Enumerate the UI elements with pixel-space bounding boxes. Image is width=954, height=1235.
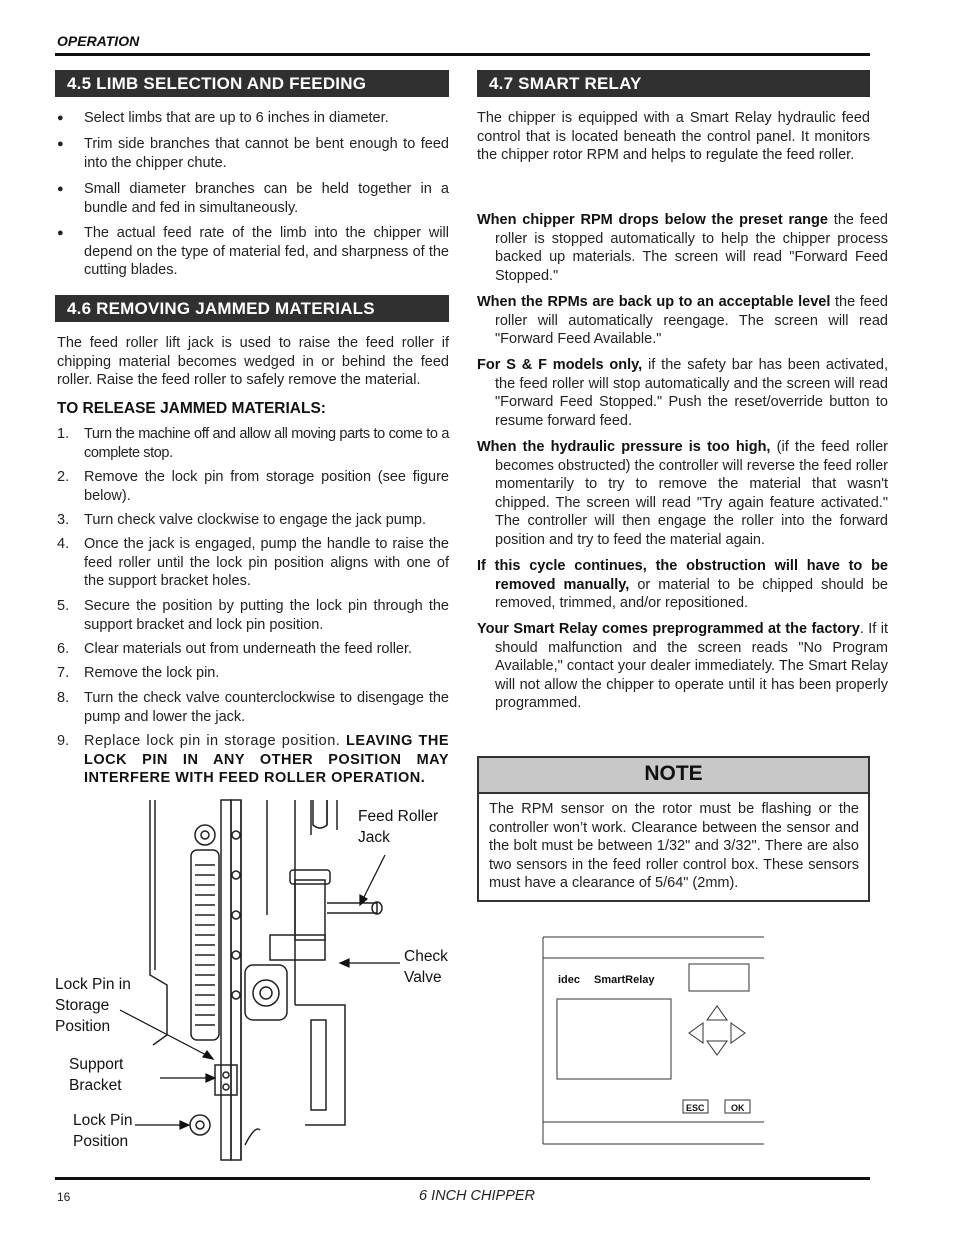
relay-paragraph: For S & F models only, if the safety bar has been activated, the feed roller will stop automatically and the screen will read "Forward Feed Stopped." Push the reset/override button to resume forward feed.	[477, 357, 888, 429]
step-item: 2. Remove the lock pin from storage position (see figure below).	[57, 469, 449, 504]
label-check-valve: Check Valve	[404, 948, 448, 986]
bullet-item: ● Trim side branches that cannot be bent enough to feed into the chipper chute.	[57, 136, 449, 171]
smart-relay-intro: The chipper is equipped with a Smart Relay hydraulic feed control that is located beneath the control panel. It monitors the chipper rotor RPM and helps to regulate the feed roller.	[477, 110, 870, 164]
note-title: NOTE	[479, 758, 868, 794]
bullet-item: ● The actual feed rate of the limb into the chipper will depend on the type of material fed, and sharpness of the cutting blades.	[57, 225, 449, 279]
running-header: OPERATION	[57, 33, 140, 49]
label-support-bracket: Support Bracket	[69, 1056, 124, 1094]
page-number: 16	[57, 1190, 71, 1204]
label-lock-pin-position: Lock Pin Position	[73, 1112, 133, 1150]
release-heading: TO RELEASE JAMMED MATERIALS:	[57, 400, 326, 417]
section-4-7-title: 4.7 SMART RELAY	[477, 70, 870, 97]
smart-relay-device	[540, 934, 766, 1148]
step-item: 8. Turn the check valve counterclockwise to disengage the pump and lower the jack.	[57, 690, 449, 725]
relay-model: SmartRelay	[594, 974, 655, 986]
relay-paragraph: When the hydraulic pressure is too high, (if the feed roller becomes obstructed) the controller will reverse the feed roller momentarily to try to remove the material that wasn't chipped. The screen will read "Try again feature activated." The controller will then engage the roller into the forward position and try to feed the material again.	[477, 439, 888, 548]
relay-paragraph: When chipper RPM drops below the preset range the feed roller is stopped automatically to help the chipper process backed up materials. The screen will read "Forward Feed Stopped."	[477, 212, 888, 284]
step-item: 5. Secure the position by putting the lock pin through the support bracket and lock pin position.	[57, 598, 449, 633]
relay-paragraph: When the RPMs are back up to an acceptable level the feed roller will automatically reengage. The screen will read "Forward Feed Available."	[477, 294, 888, 348]
step-item: 1. Turn the machine off and allow all moving parts to come to a complete stop.	[57, 426, 449, 461]
relay-ok-label: OK	[731, 1103, 745, 1113]
note-text: The RPM sensor on the rotor must be flashing or the controller won’t work. Clearance between the sensor and the bolt must be between 1/32" and 3/32". There are also two sensors in the feed roller control box. These sensors must have a clearance of 5/64" (2mm).	[489, 801, 859, 892]
footer-rule	[55, 1177, 870, 1180]
step-item: 9. Replace lock pin in storage position. LEAVING THE LOCK PIN IN ANY OTHER POSITION MAY INTERFERE WITH FEED ROLLER OPERATION.	[57, 733, 450, 787]
step-item: 6. Clear materials out from underneath the feed roller.	[57, 641, 413, 657]
note-box	[477, 756, 870, 902]
relay-paragraph: If this cycle continues, the obstruction will have to be removed manually, or material to be chipped should be removed, trimmed, and/or repositioned.	[477, 558, 888, 612]
bullet-item: ● Select limbs that are up to 6 inches in diameter.	[57, 110, 389, 126]
label-feed-roller-jack: Feed Roller Jack	[358, 808, 439, 846]
section-4-6-title: 4.6 REMOVING JAMMED MATERIALS	[55, 295, 449, 322]
relay-paragraph: Your Smart Relay comes preprogrammed at the factory. If it should malfunction and the screen reads "No Program Available," contact your dealer immediately. The Smart Relay will not allow the chipper to operate until it has been properly programmed.	[477, 621, 888, 712]
relay-esc-label: ESC	[686, 1103, 705, 1113]
header-rule	[55, 53, 870, 56]
section-4-5-title: 4.5 LIMB SELECTION AND FEEDING	[55, 70, 449, 97]
label-lock-pin-storage: Lock Pin in Storage Position	[55, 976, 131, 1035]
step-item: 4. Once the jack is engaged, pump the handle to raise the feed roller until the lock pin position aligns with one of the support bracket holes.	[57, 536, 449, 590]
step-item: 3. Turn check valve clockwise to engage the jack pump.	[57, 512, 426, 528]
relay-brand: idec	[558, 974, 581, 986]
bullet-item: ● Small diameter branches can be held together in a bundle and fed in simultaneously.	[57, 181, 449, 216]
footer-title: 6 INCH CHIPPER	[418, 1188, 536, 1204]
section-4-6-paragraph: The feed roller lift jack is used to raise the feed roller if chipping material becomes wedged in or behind the feed roller. Raise the feed roller to safely remove the material.	[57, 335, 449, 389]
step-item: 7. Remove the lock pin.	[57, 665, 220, 681]
